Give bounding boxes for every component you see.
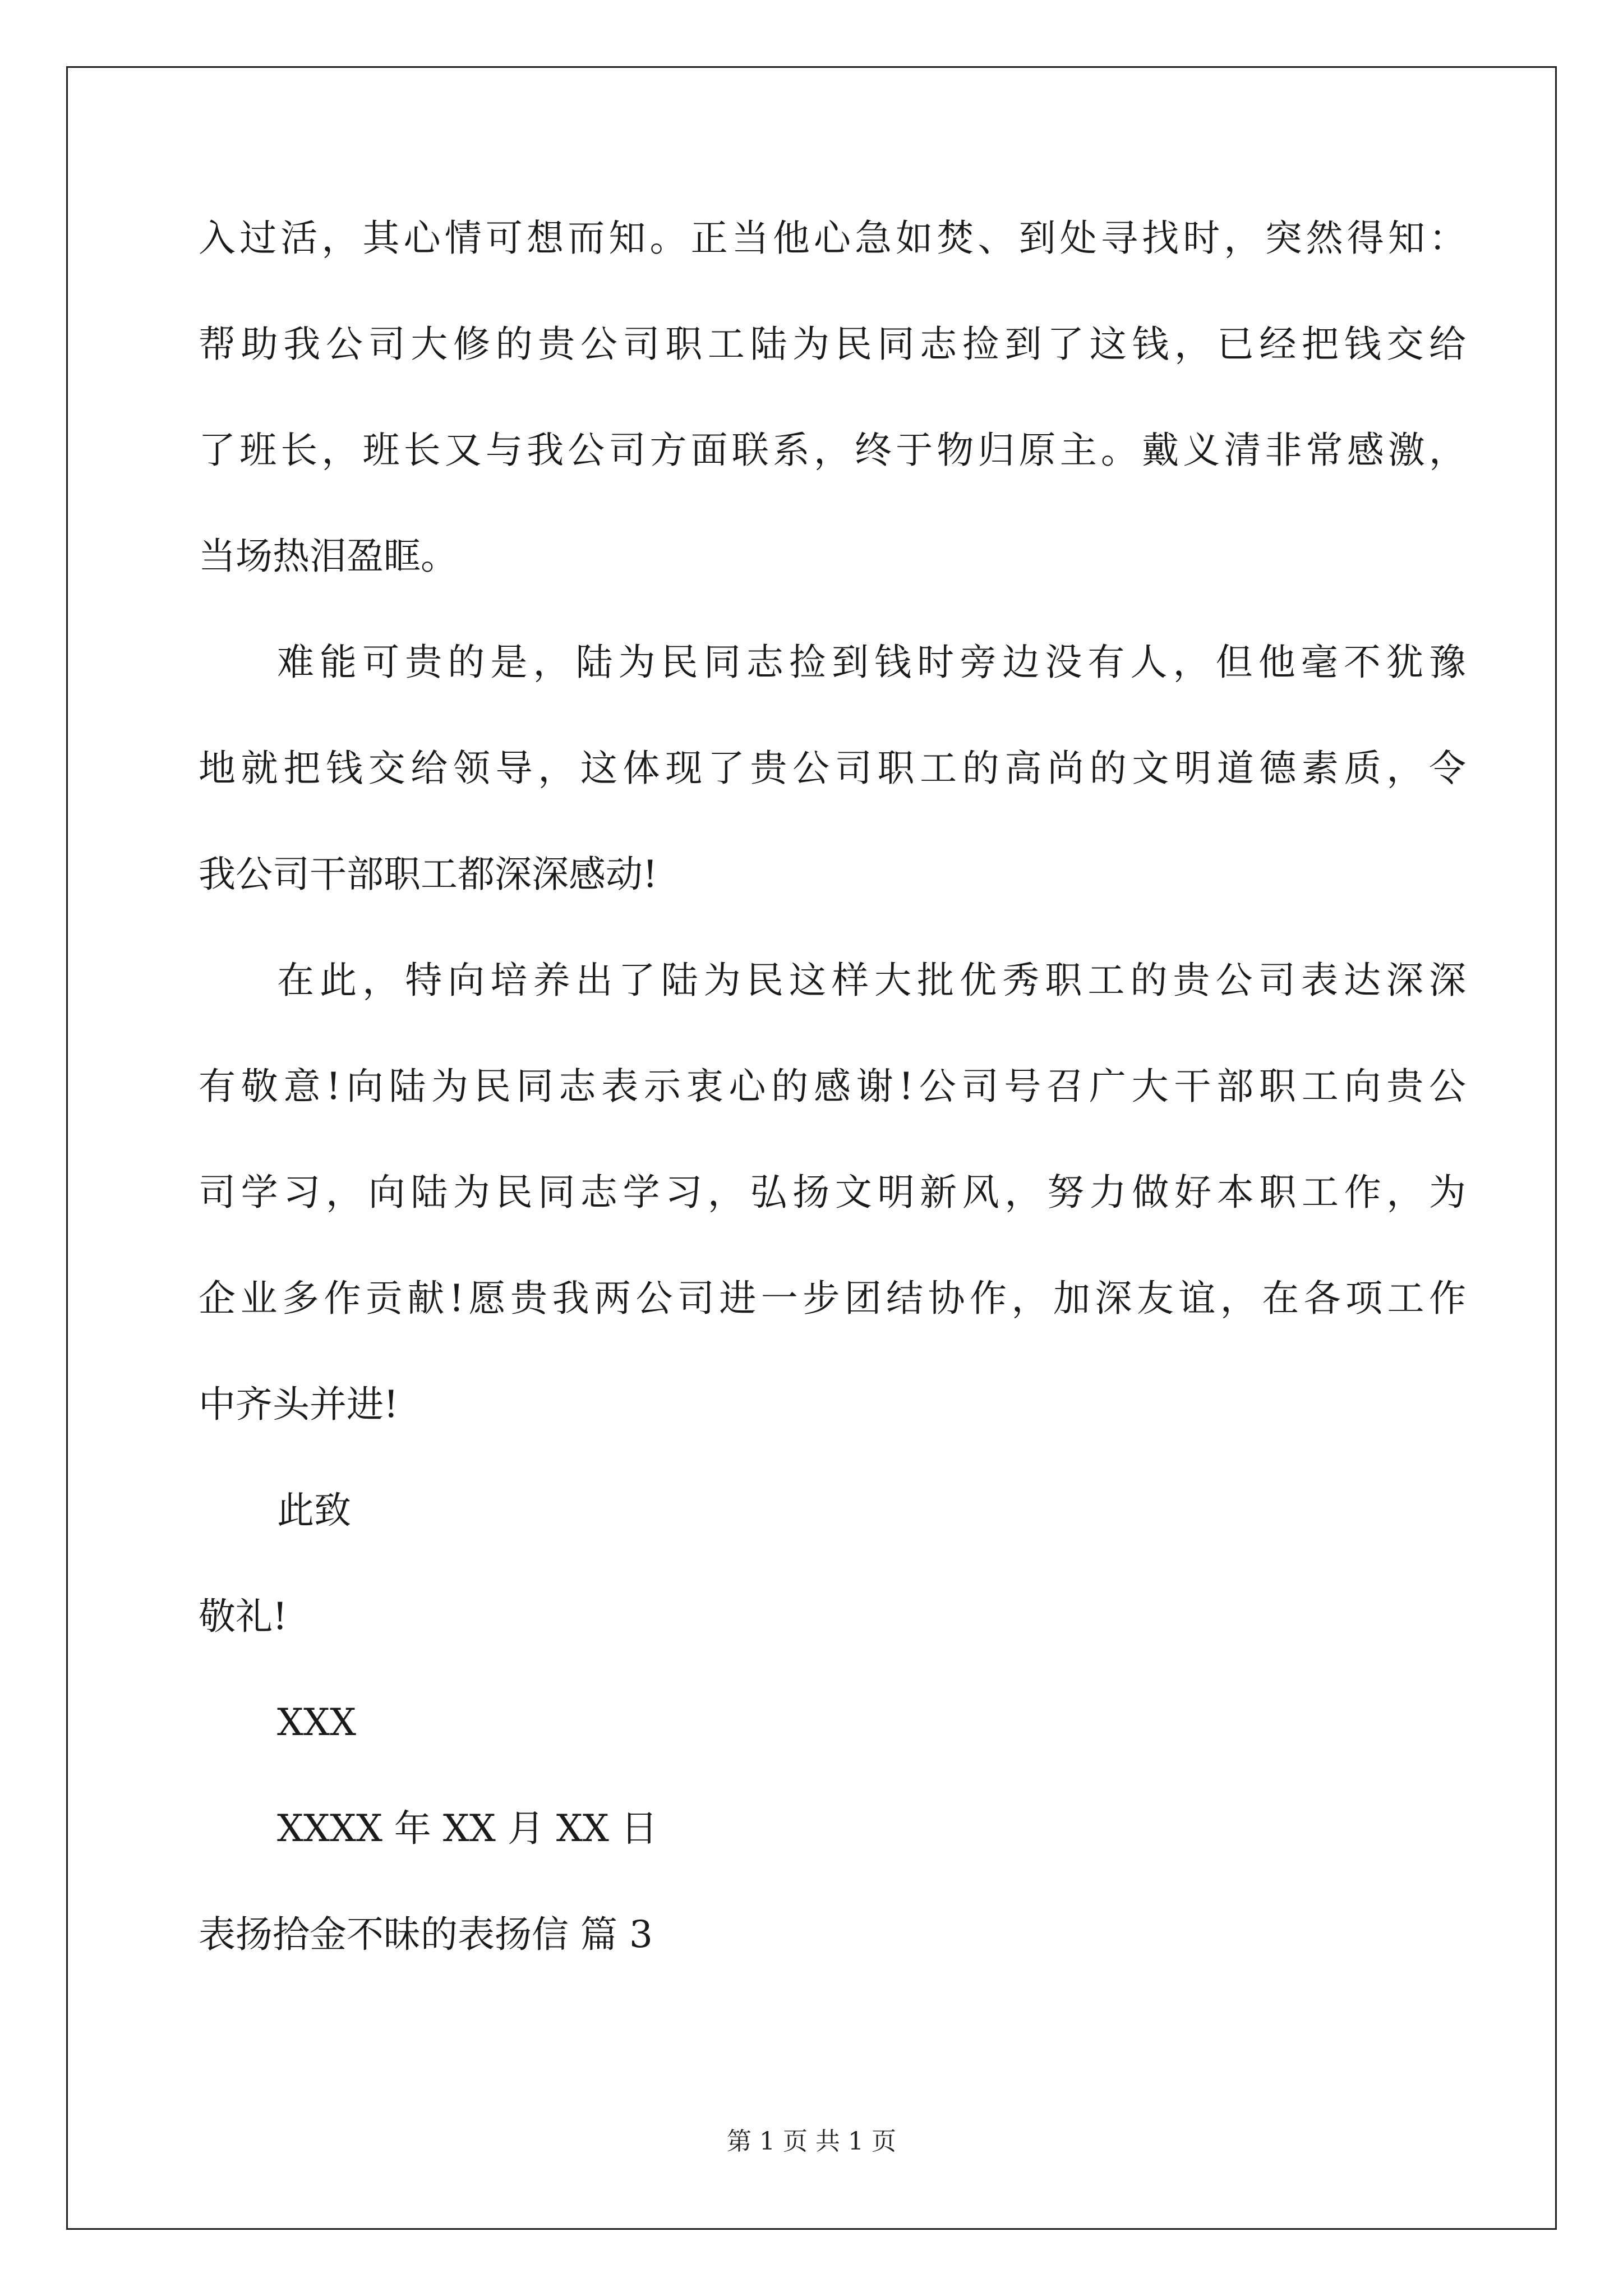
text-line: 当场热泪盈眶。 (199, 535, 458, 578)
date-line: XXXX 年 XX 月 XX 日 (277, 1807, 658, 1850)
text-line: 我公司干部职工都深深感动! (199, 853, 658, 896)
closing-regards: 敬礼! (199, 1595, 288, 1638)
text-line: 入过活，其心情可想而知。正当他心急如焚、到处寻找时，突然得知： (199, 217, 1466, 260)
letter-body (199, 185, 1466, 1987)
text-line: 企业多作贡献!愿贵我两公司进一步团结协作，加深友谊，在各项工作 (199, 1277, 1466, 1320)
page-number: 第 1 页 共 1 页 (727, 2127, 896, 2156)
paragraph-first-line: 难能可贵的是，陆为民同志捡到钱时旁边没有人，但他毫不犹豫 (277, 641, 1466, 684)
text-line: 帮助我公司大修的贵公司职工陆为民同志捡到了这钱，已经把钱交给 (199, 323, 1466, 366)
text-line: 中齐头并进! (199, 1383, 399, 1426)
closing-salutation: 此致 (277, 1489, 351, 1532)
text-line: 司学习，向陆为民同志学习，弘扬文明新风，努力做好本职工作，为 (199, 1171, 1466, 1214)
text-line: 有敬意!向陆为民同志表示衷心的感谢!公司号召广大干部职工向贵公 (199, 1065, 1466, 1108)
paragraph-first-line: 在此，特向培养出了陆为民这样大批优秀职工的贵公司表达深深 (277, 959, 1466, 1002)
signature: XXX (277, 1701, 356, 1744)
text-line: 地就把钱交给领导，这体现了贵公司职工的高尚的文明道德素质，令 (199, 747, 1466, 790)
section-heading: 表扬拾金不昧的表扬信 篇 3 (199, 1913, 653, 1956)
text-line: 了班长，班长又与我公司方面联系，终于物归原主。戴义清非常感激， (199, 429, 1466, 472)
